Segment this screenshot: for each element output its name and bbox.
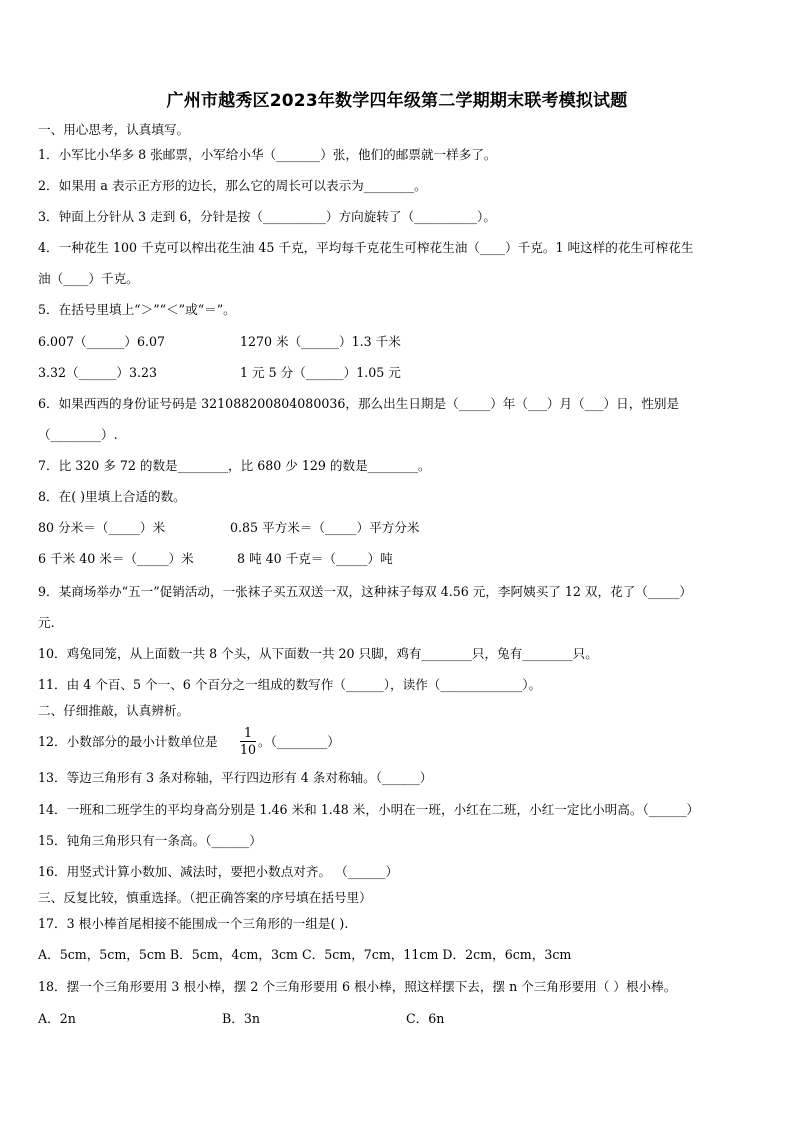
- question-6-line-2: （________）.: [38, 427, 118, 442]
- question-17: 17．3 根小棒首尾相接不能围成一个三角形的一组是( ).: [38, 916, 349, 931]
- question-18-option-a: A．2n: [38, 1011, 76, 1026]
- question-8-item-3: 6 千米 40 米＝（_____）米: [38, 551, 194, 566]
- question-18-option-b: B．3n: [222, 1011, 260, 1026]
- question-15: 15．钝角三角形只有一条高。（______）: [38, 833, 262, 848]
- question-5-item-4: 1 元 5 分（______）1.05 元: [240, 365, 401, 380]
- question-5: 5．在括号里填上“＞”“＜”或“＝”。: [38, 302, 236, 317]
- question-14: 14．一班和二班学生的平均身高分别是 1.46 米和 1.48 米，小明在一班，小红在二班，小红一定比小明高。（______）: [38, 802, 700, 817]
- question-17-options: A．5cm，5cm，5cm B．5cm，4cm，3cm C．5cm，7cm，11cm D．2cm，6cm，3cm: [38, 947, 572, 962]
- question-9-line-2: 元.: [38, 615, 55, 630]
- question-7: 7．比 320 多 72 的数是________，比 680 少 129 的数是________。: [38, 458, 431, 473]
- question-4-line-1: 4．一种花生 100 千克可以榨出花生油 45 千克，平均每千克花生可榨花生油（____）千克。1 吨这样的花生可榨花生: [38, 240, 694, 255]
- section-2-heading: 二、仔细推敲，认真辨析。: [38, 703, 190, 718]
- question-1: 1．小军比小华多 8 张邮票，小军给小华（_______）张，他们的邮票就一样多了。: [38, 147, 497, 162]
- question-8-item-1: 80 分米＝（_____）米: [38, 520, 166, 535]
- page-title: 广州市越秀区2023年数学四年级第二学期期末联考模拟试题: [166, 91, 628, 111]
- question-8-item-4: 8 吨 40 千克＝（_____）吨: [237, 551, 393, 566]
- question-12-blank: 。（________）: [258, 734, 340, 749]
- question-9-line-1: 9．某商场举办“五一”促销活动，一张袜子买五双送一双，这种袜子每双 4.56 元，李阿姨买了 12 双，花了（_____）: [38, 584, 692, 599]
- fraction-denominator: 10: [240, 742, 257, 757]
- question-4-line-2: 油（____）千克。: [38, 271, 139, 286]
- question-18-option-c: C．6n: [406, 1011, 445, 1026]
- question-3: 3．钟面上分针从 3 走到 6，分针是按（__________）方向旋转了（__________）。: [38, 209, 496, 224]
- question-6-line-1: 6．如果西西的身份证号码是 321088200804080036，那么出生日期是（_____）年（___）月（___）日，性别是: [38, 396, 680, 411]
- question-13: 13．等边三角形有 3 条对称轴，平行四边形有 4 条对称轴。（______）: [38, 770, 433, 785]
- section-1-heading: 一、用心思考，认真填写。: [38, 122, 190, 137]
- question-11: 11．由 4 个百、5 个一、6 个百分之一组成的数写作（______），读作（_____________）。: [38, 677, 542, 692]
- question-5-item-1: 6.007（______）6.07: [38, 334, 166, 349]
- fraction-one-tenth: [240, 726, 256, 757]
- question-8: 8．在( )里填上合适的数。: [38, 489, 186, 504]
- question-12-text: 12．小数部分的最小计数单位是: [38, 734, 218, 749]
- question-16: 16．用竖式计算小数加、减法时，要把小数点对齐。 （______）: [38, 864, 399, 879]
- question-10: 10．鸡兔同笼，从上面数一共 8 个头，从下面数一共 20 只脚，鸡有________只，兔有________只。: [38, 646, 598, 661]
- question-5-item-3: 3.32（______）3.23: [38, 365, 158, 380]
- section-3-heading: 三、反复比较，慎重选择。（把正确答案的序号填在括号里）: [38, 890, 372, 905]
- question-18: 18．摆一个三角形要用 3 根小棒，摆 2 个三角形要用 6 根小棒，照这样摆下去，摆 n 个三角形要用（ ）根小棒。: [38, 979, 677, 994]
- question-5-item-2: 1270 米（______）1.3 千米: [240, 334, 401, 349]
- question-2: 2．如果用 a 表示正方形的边长，那么它的周长可以表示为________。: [38, 178, 427, 193]
- question-8-item-2: 0.85 平方米＝（_____）平方分米: [230, 520, 420, 535]
- fraction-numerator: 1: [243, 725, 252, 740]
